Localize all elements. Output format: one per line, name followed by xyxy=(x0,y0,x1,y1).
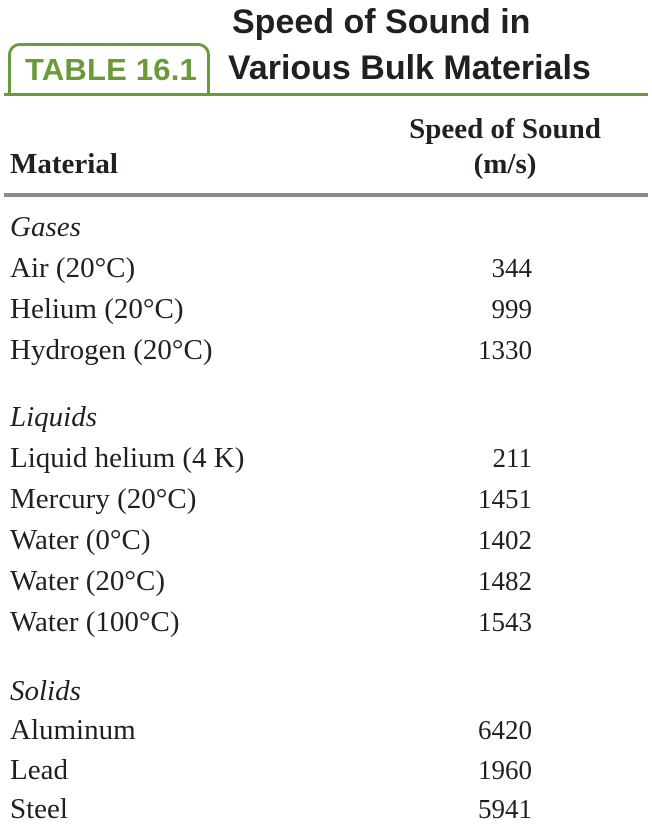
column-header-material: Material xyxy=(10,148,118,180)
speed-value: 1960 xyxy=(478,755,532,785)
speed-value: 5941 xyxy=(478,794,532,824)
table-row xyxy=(0,523,652,563)
speed-value: 1402 xyxy=(478,525,532,555)
material-name: Steel xyxy=(10,793,68,825)
material-name: Lead xyxy=(10,754,68,786)
group-title: Solids xyxy=(10,675,81,707)
material-name: Water (20°C) xyxy=(10,565,166,597)
speed-value: 1543 xyxy=(478,607,532,637)
table-row xyxy=(0,753,652,793)
material-name: Aluminum xyxy=(10,714,136,746)
material-name: Water (100°C) xyxy=(10,606,180,638)
table-row xyxy=(0,605,652,645)
group-title: Gases xyxy=(10,211,81,243)
speed-value: 344 xyxy=(491,253,532,283)
group-title: Liquids xyxy=(10,401,98,433)
table-row xyxy=(0,251,652,291)
material-name: Air (20°C) xyxy=(10,252,136,284)
speed-value: 6420 xyxy=(478,715,532,745)
caption-rule xyxy=(4,93,648,96)
material-name: Hydrogen (20°C) xyxy=(10,334,213,366)
table-row xyxy=(0,564,652,604)
table-row xyxy=(0,713,652,753)
header-divider xyxy=(4,193,648,197)
speed-value: 1451 xyxy=(478,484,532,514)
table-row xyxy=(0,482,652,522)
material-name: Helium (20°C) xyxy=(10,293,184,325)
column-header-speed: Speed of Sound xyxy=(409,113,601,145)
column-header-speed-unit: (m/s) xyxy=(473,148,537,180)
table-number-label: TABLE 16.1 xyxy=(25,52,197,87)
table-row xyxy=(0,792,652,832)
speed-value: 211 xyxy=(492,443,532,473)
speed-value: 1482 xyxy=(478,566,532,596)
table-title-line-2: Various Bulk Materials xyxy=(228,49,591,87)
speed-value: 999 xyxy=(491,294,532,324)
material-name: Liquid helium (4 K) xyxy=(10,442,245,474)
material-name: Mercury (20°C) xyxy=(10,483,197,515)
material-name: Water (0°C) xyxy=(10,524,151,556)
table-row xyxy=(0,333,652,373)
table-row xyxy=(0,441,652,481)
speed-value: 1330 xyxy=(478,335,532,365)
table-title-line-1: Speed of Sound in xyxy=(232,3,531,41)
table-row xyxy=(0,292,652,332)
table-number-badge xyxy=(8,43,210,93)
